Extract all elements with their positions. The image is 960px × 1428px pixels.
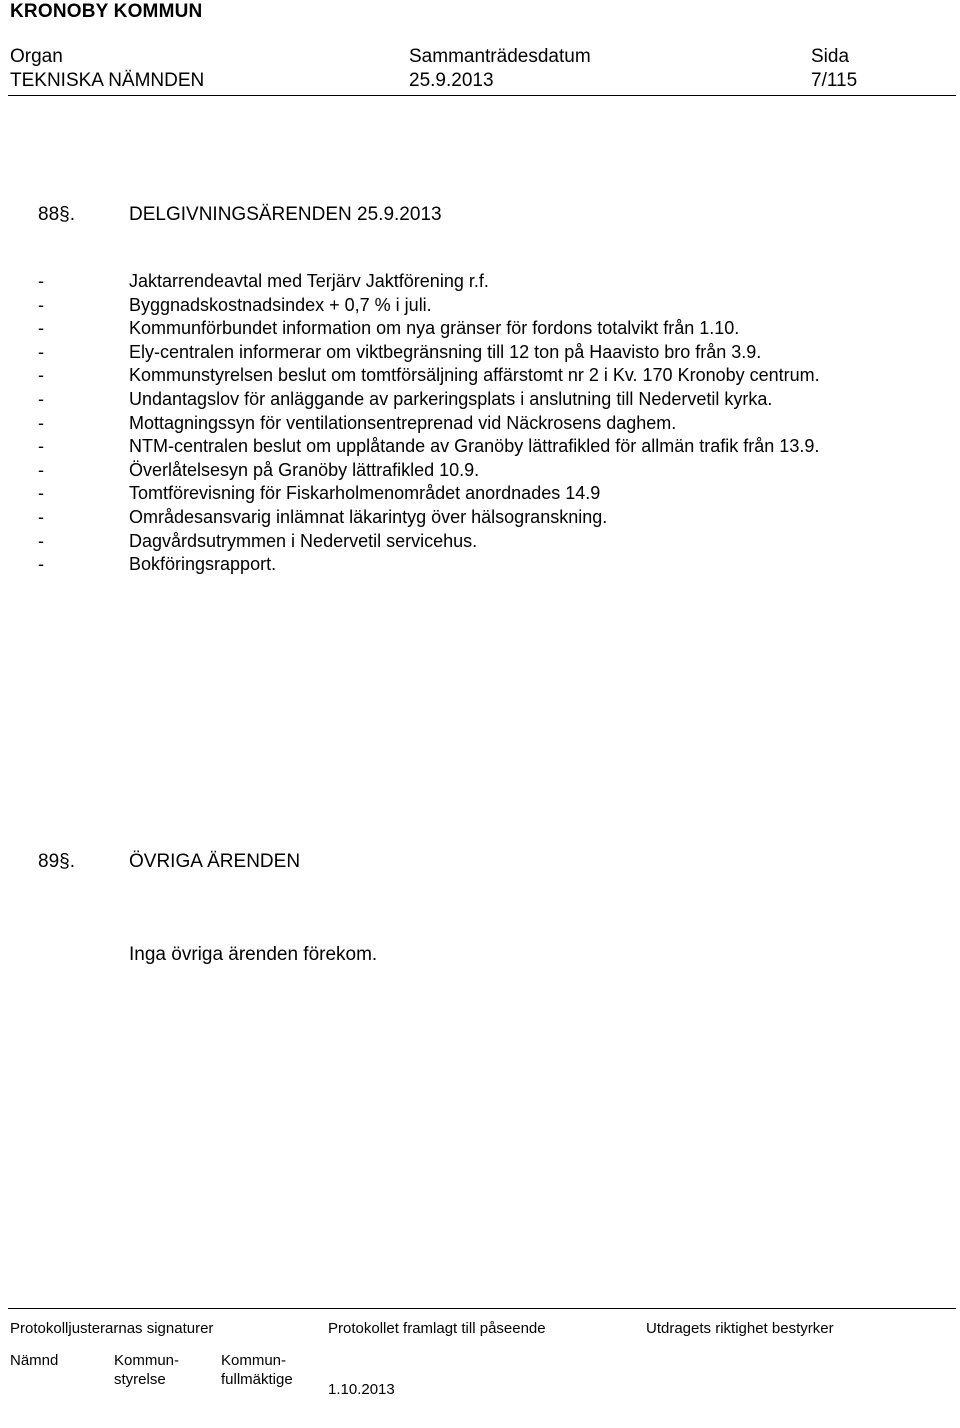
- organ-value: TEKNISKA NÄMNDEN: [10, 70, 205, 91]
- footer-divider: [8, 1308, 956, 1309]
- section-89-title: ÖVRIGA ÄRENDEN: [129, 851, 301, 872]
- posted-label: Protokollet framlagt till påseende: [328, 1320, 546, 1337]
- organ-label: Organ: [10, 46, 63, 67]
- kommunfullmaktige-label-line1: Kommun-: [221, 1352, 287, 1369]
- kommunstyrelse-label-line2: styrelse: [114, 1371, 166, 1388]
- page-label: Sida: [811, 46, 850, 67]
- namnd-label: Nämnd: [10, 1352, 59, 1369]
- meeting-date-value: 25.9.2013: [409, 70, 494, 91]
- section-88-number: 88§.: [38, 204, 75, 225]
- section-89-number: 89§.: [38, 851, 75, 872]
- posted-date: 1.10.2013: [328, 1381, 395, 1398]
- signatures-label: Protokolljusterarnas signaturer: [10, 1320, 214, 1337]
- section-88-title: DELGIVNINGSÄRENDEN 25.9.2013: [129, 204, 442, 225]
- header-divider: [8, 95, 956, 96]
- kommunstyrelse-label-line1: Kommun-: [114, 1352, 180, 1369]
- meeting-date-label: Sammanträdesdatum: [409, 46, 591, 67]
- kommunfullmaktige-label-line2: fullmäktige: [221, 1371, 293, 1388]
- section-89-body: Inga övriga ärenden förekom.: [129, 944, 378, 965]
- certified-label: Utdragets riktighet bestyrker: [646, 1320, 834, 1337]
- page-number: 7/115: [811, 70, 858, 91]
- organization-name: KRONOBY KOMMUN: [10, 1, 203, 22]
